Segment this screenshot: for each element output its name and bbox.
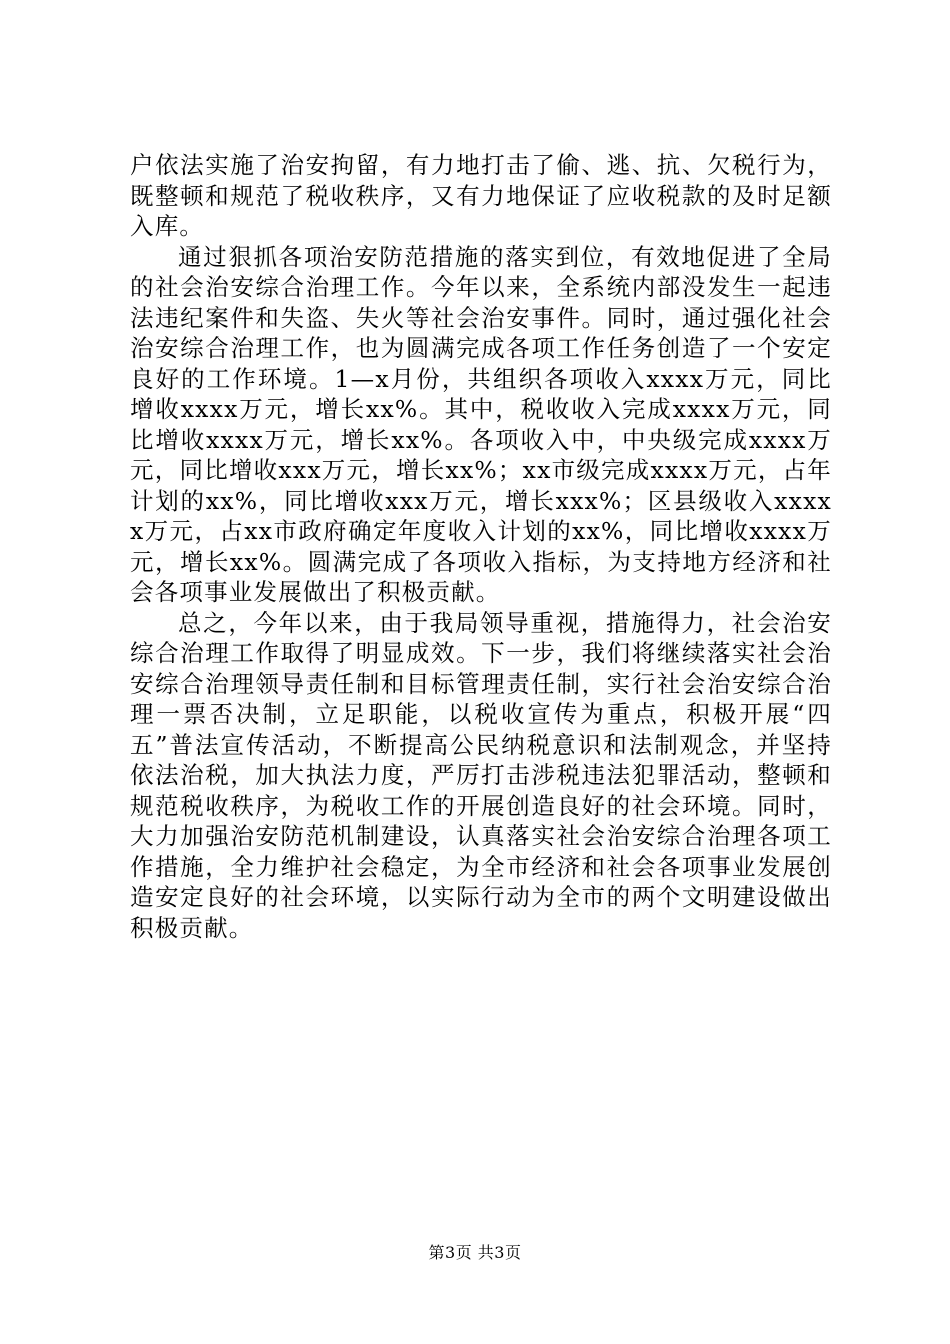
paragraph-continuation: 户依法实施了治安拘留，有力地打击了偷、逃、抗、欠税行为，既整顿和规范了税收秩序，又有力地保证了应收税款的及时足额入库。 — [130, 151, 832, 240]
paragraph-conclusion: 总之，今年以来，由于我局领导重视，措施得力，社会治安综合治理工作取得了明显成效。下一步，我们将继续落实社会治安综合治理领导责任制和目标管理责任制，实行社会治安综合治理一票否决制，立足职能，以税收宣传为重点，积极开展“四五”普法宣传活动，不断提高公民纳税意识和法制观念，并坚持依法治税，加大执法力度，严厉打击涉税违法犯罪活动，整顿和规范税收秩序，为税收工作的开展创造良好的社会环境。同时，大力加强治安防范机制建设，认真落实社会治安综合治理各项工作措施，全力维护社会稳定，为全市经济和社会各项事业发展创造安定良好的社会环境，以实际行动为全市的两个文明建设做出积极贡献。 — [130, 608, 832, 942]
page-number-footer: 第3页 共3页 — [428, 1243, 522, 1262]
document-body — [130, 150, 832, 943]
paragraph-security-results: 通过狠抓各项治安防范措施的落实到位，有效地促进了全局的社会治安综合治理工作。今年以来，全系统内部没发生一起违法违纪案件和失盗、失火等社会治安事件。同时，通过强化社会治安综合治理工作，也为圆满完成各项工作任务创造了一个安定良好的工作环境。1—x月份，共组织各项收入xxxx万元，同比增收xxxx万元，增长xx%。其中，税收收入完成xxxx万元，同比增收xxxx万元，增长xx%。各项收入中，中央级完成xxxx万元，同比增收xxx万元，增长xx%；xx市级完成xxxx万元，占年计划的xx%，同比增收xxx万元，增长xxx%；区县级收入xxxxx万元，占xx市政府确定年度收入计划的xx%，同比增收xxxx万元，增长xx%。圆满完成了各项收入指标，为支持地方经济和社会各项事业发展做出了积极贡献。 — [130, 242, 832, 606]
